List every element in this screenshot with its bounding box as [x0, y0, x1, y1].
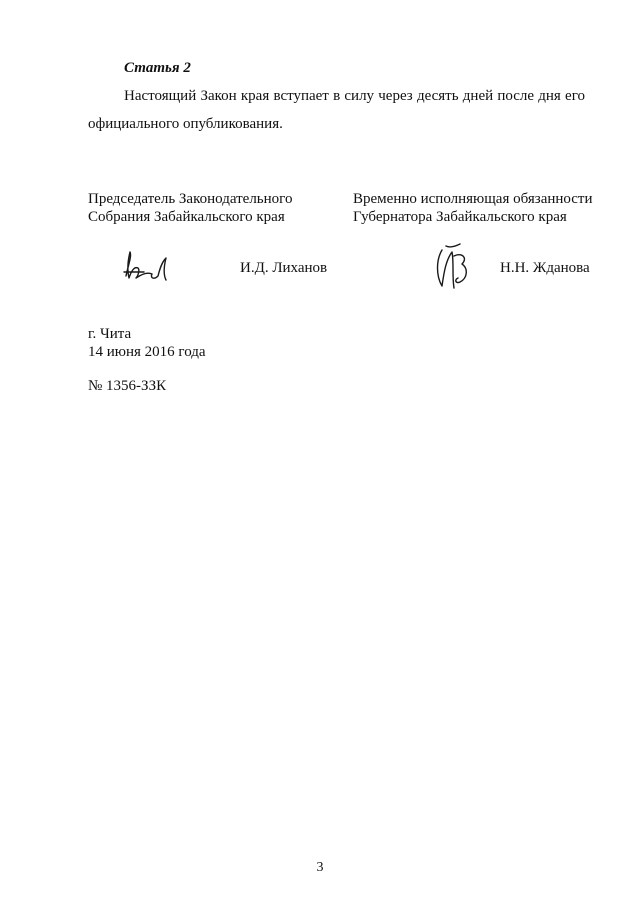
- article-heading: Статья 2: [124, 60, 191, 76]
- article-paragraph-line-1: Настоящий Закон края вступает в силу через десять дней после дня его: [124, 88, 585, 104]
- right-signatory-title: [353, 190, 593, 226]
- left-signatory-title-line-2: Собрания Забайкальского края: [88, 209, 285, 225]
- right-signatory-name: Н.Н. Жданова: [500, 260, 590, 276]
- right-handwritten-signature: [432, 242, 474, 294]
- right-signatory-title-line-1: Временно исполняющая обязанности: [353, 191, 593, 207]
- law-number: № 1356-ЗЗК: [88, 378, 167, 394]
- left-signatory-name: И.Д. Лиханов: [240, 260, 328, 276]
- place-and-date: [88, 325, 206, 361]
- left-signatory-title: [88, 190, 292, 226]
- right-signatory-title-line-2: Губернатора Забайкальского края: [353, 209, 567, 225]
- city: г. Чита: [88, 326, 132, 342]
- page-number: 3: [316, 860, 324, 875]
- article-paragraph-line-2: официального опубликования.: [88, 116, 283, 132]
- left-handwritten-signature: [120, 248, 176, 286]
- left-signatory-title-line-1: Председатель Законодательного: [88, 191, 293, 207]
- date: 14 июня 2016 года: [88, 344, 206, 360]
